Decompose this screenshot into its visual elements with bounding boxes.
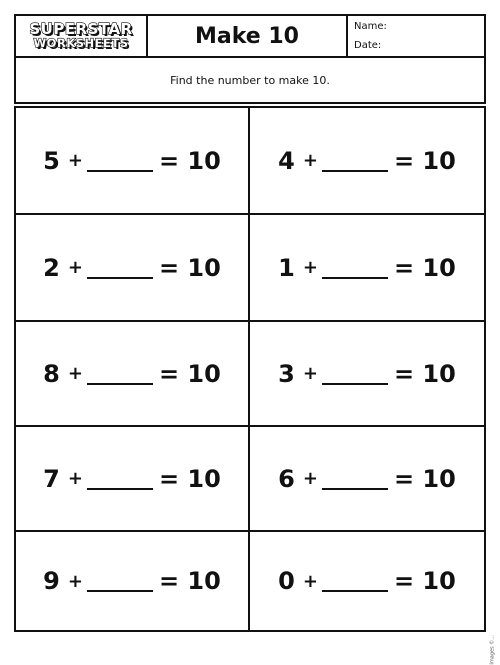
answer-blank[interactable] — [87, 257, 153, 279]
plus-sign: + — [67, 468, 83, 489]
name-field[interactable]: Name: — [354, 21, 387, 32]
plus-sign: + — [302, 468, 318, 489]
date-field[interactable]: Date: — [354, 40, 382, 51]
equals-ten: = 10 — [393, 464, 456, 493]
addend: 1 — [278, 253, 295, 282]
equals-ten: = 10 — [393, 253, 456, 282]
answer-blank[interactable] — [322, 570, 388, 592]
problem-cell — [16, 322, 250, 427]
problem-cell — [250, 532, 484, 630]
answer-blank[interactable] — [87, 570, 153, 592]
answer-blank[interactable] — [87, 468, 153, 490]
student-fields — [348, 16, 484, 56]
problem-cell — [250, 322, 484, 427]
plus-sign: + — [67, 150, 83, 171]
answer-blank[interactable] — [322, 468, 388, 490]
problem-cell — [250, 215, 484, 322]
addend: 9 — [43, 567, 60, 595]
instructions: Find the number to make 10. — [14, 58, 486, 104]
problem-cell — [250, 427, 484, 532]
copyright-note: Images ©... — [490, 635, 496, 665]
equals-ten: = 10 — [158, 146, 221, 175]
plus-sign: + — [302, 363, 318, 384]
addend: 7 — [43, 464, 60, 493]
addend: 5 — [43, 146, 60, 175]
addend: 4 — [278, 146, 295, 175]
answer-blank[interactable] — [87, 150, 153, 172]
equals-ten: = 10 — [158, 567, 221, 595]
equals-ten: = 10 — [393, 146, 456, 175]
answer-blank[interactable] — [87, 363, 153, 385]
answer-blank[interactable] — [322, 363, 388, 385]
problem-grid — [14, 106, 486, 632]
equals-ten: = 10 — [158, 253, 221, 282]
plus-sign: + — [67, 363, 83, 384]
addend: 0 — [278, 567, 295, 595]
logo — [16, 16, 148, 56]
problem-cell — [16, 215, 250, 322]
logo-line1: SUPERSTAR — [29, 20, 133, 39]
addend: 3 — [278, 359, 295, 388]
equals-ten: = 10 — [158, 359, 221, 388]
answer-blank[interactable] — [322, 150, 388, 172]
header — [14, 14, 486, 58]
addend: 8 — [43, 359, 60, 388]
plus-sign: + — [302, 570, 318, 592]
equals-ten: = 10 — [393, 567, 456, 595]
plus-sign: + — [67, 257, 83, 278]
problem-cell — [16, 108, 250, 215]
logo-line2: WORKSHEETS — [33, 36, 129, 51]
worksheet — [14, 14, 486, 632]
problem-cell — [16, 532, 250, 630]
plus-sign: + — [302, 150, 318, 171]
plus-sign: + — [302, 257, 318, 278]
plus-sign: + — [67, 570, 83, 592]
problem-cell — [16, 427, 250, 532]
answer-blank[interactable] — [322, 257, 388, 279]
addend: 2 — [43, 253, 60, 282]
addend: 6 — [278, 464, 295, 493]
equals-ten: = 10 — [158, 464, 221, 493]
page-title: Make 10 — [148, 16, 348, 56]
problem-cell — [250, 108, 484, 215]
equals-ten: = 10 — [393, 359, 456, 388]
